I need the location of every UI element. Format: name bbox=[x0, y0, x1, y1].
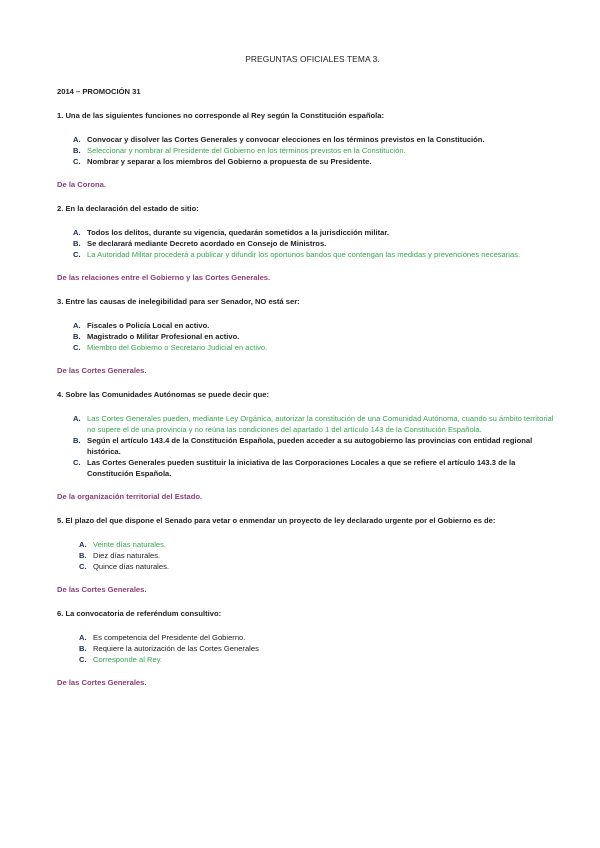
question-block-4 bbox=[57, 389, 560, 502]
document-title: PREGUNTAS OFICIALES TEMA 3. bbox=[245, 54, 380, 64]
option-text: Se declarará mediante Decreto acordado en Consejo de Ministros. bbox=[87, 239, 327, 248]
option-item bbox=[73, 435, 560, 457]
topic-source: De las Cortes Generales. bbox=[57, 678, 147, 687]
option-letter: B. bbox=[73, 332, 81, 341]
question-block-5 bbox=[57, 515, 560, 595]
option-text: Las Cortes Generales pueden, mediante Ley Orgánica, autorizar la constitución de una Comunidad Autónoma, cuando su ámbito territorial no supere el de una provincia y no reúna las condiciones del apartado 1 del artículo 143 de la Constitución Española. bbox=[87, 414, 554, 434]
topic-source: De la Corona. bbox=[57, 180, 106, 189]
question-text: 1. Una de las siguientes funciones no corresponde al Rey según la Constitución española: bbox=[57, 111, 385, 120]
promotion-heading: 2014 – PROMOCIÓN 31 bbox=[57, 87, 141, 96]
option-list bbox=[73, 413, 560, 479]
option-letter: C. bbox=[73, 343, 81, 352]
option-letter: B. bbox=[73, 239, 81, 248]
option-text: Quince días naturales. bbox=[93, 562, 169, 571]
option-text: Las Cortes Generales pueden sustituir la iniciativa de las Corporaciones Locales a que se refiere el artículo 143.3 de la Constitución Española. bbox=[87, 458, 516, 478]
option-text: Nombrar y separar a los miembros del Gobierno a propuesta de su Presidente. bbox=[87, 157, 372, 166]
question-text: 3. Entre las causas de inelegibilidad para ser Senador, NO está ser: bbox=[57, 297, 300, 306]
option-item bbox=[79, 550, 560, 561]
question-block-3 bbox=[57, 296, 560, 376]
option-letter: A. bbox=[79, 633, 87, 642]
option-item bbox=[73, 320, 560, 331]
option-text: La Autoridad Militar procederá a publicar y difundir los oportunos bandos que contengan las medidas y prevenciones necesarias. bbox=[87, 250, 521, 259]
option-list bbox=[79, 539, 560, 572]
option-letter: B. bbox=[79, 551, 87, 560]
option-list bbox=[73, 227, 560, 260]
option-item-correct bbox=[73, 413, 560, 435]
option-list bbox=[73, 134, 560, 167]
option-letter: C. bbox=[73, 157, 81, 166]
option-text: Es competencia del Presidente del Gobierno. bbox=[93, 633, 246, 642]
option-item bbox=[79, 561, 560, 572]
option-letter: A. bbox=[79, 540, 87, 549]
option-letter: B. bbox=[73, 436, 81, 445]
option-item-correct bbox=[79, 654, 560, 665]
option-item bbox=[73, 238, 560, 249]
option-item bbox=[73, 227, 560, 238]
option-text: Todos los delitos, durante su vigencia, quedarán sometidos a la jurisdicción militar. bbox=[87, 228, 389, 237]
topic-source: De las Cortes Generales. bbox=[57, 366, 147, 375]
option-item bbox=[79, 632, 560, 643]
question-text: 4. Sobre las Comunidades Autónomas se puede decir que: bbox=[57, 390, 269, 399]
topic-source: De la organización territorial del Estado. bbox=[57, 492, 203, 501]
option-item bbox=[73, 457, 560, 479]
option-text: Según el artículo 143.4 de la Constitución Española, pueden acceder a su autogobierno las provincias con entidad regional histórica. bbox=[87, 436, 533, 456]
option-text: Requiere la autorización de las Cortes Generales bbox=[93, 644, 259, 653]
option-letter: C. bbox=[79, 562, 87, 571]
option-item bbox=[73, 134, 560, 145]
option-item-correct bbox=[73, 342, 560, 353]
option-list bbox=[79, 632, 560, 665]
question-text: 6. La convocatoria de referéndum consultivo: bbox=[57, 609, 222, 618]
option-letter: C. bbox=[73, 458, 81, 467]
option-text: Miembro del Gobierno o Secretario Judicial en activo. bbox=[87, 343, 268, 352]
option-item bbox=[73, 331, 560, 342]
question-block-6 bbox=[57, 608, 560, 688]
topic-source: De las relaciones entre el Gobierno y las Cortes Generales. bbox=[57, 273, 271, 282]
option-letter: B. bbox=[73, 146, 81, 155]
option-item-correct bbox=[73, 249, 560, 260]
option-text: Corresponde al Rey. bbox=[93, 655, 163, 664]
option-text: Magistrado o Militar Profesional en activo. bbox=[87, 332, 240, 341]
option-text: Diez días naturales. bbox=[93, 551, 161, 560]
option-text: Veinte días naturales. bbox=[93, 540, 167, 549]
topic-source: De las Cortes Generales. bbox=[57, 585, 147, 594]
option-text: Convocar y disolver las Cortes Generales y convocar elecciones en los términos previstos en la Constitución. bbox=[87, 135, 485, 144]
option-letter: C. bbox=[73, 250, 81, 259]
option-letter: B. bbox=[79, 644, 87, 653]
option-letter: A. bbox=[73, 228, 81, 237]
option-item bbox=[79, 643, 560, 654]
option-letter: A. bbox=[73, 135, 81, 144]
option-item bbox=[73, 156, 560, 167]
option-item-correct bbox=[79, 539, 560, 550]
option-letter: A. bbox=[73, 321, 81, 330]
question-text: 5. El plazo del que dispone el Senado para vetar o enmendar un proyecto de ley declarado urgente por el Gobierno es de: bbox=[57, 516, 496, 525]
question-block-1 bbox=[57, 110, 560, 190]
option-list bbox=[73, 320, 560, 353]
option-item-correct bbox=[73, 145, 560, 156]
option-text: Fiscales o Policía Local en activo. bbox=[87, 321, 210, 330]
option-text: Seleccionar y nombrar al Presidente del Gobierno en los términos previstos en la Constitución. bbox=[87, 146, 406, 155]
question-block-2 bbox=[57, 203, 560, 283]
option-letter: C. bbox=[79, 655, 87, 664]
option-letter: A. bbox=[73, 414, 81, 423]
question-text: 2. En la declaración del estado de sitio: bbox=[57, 204, 199, 213]
